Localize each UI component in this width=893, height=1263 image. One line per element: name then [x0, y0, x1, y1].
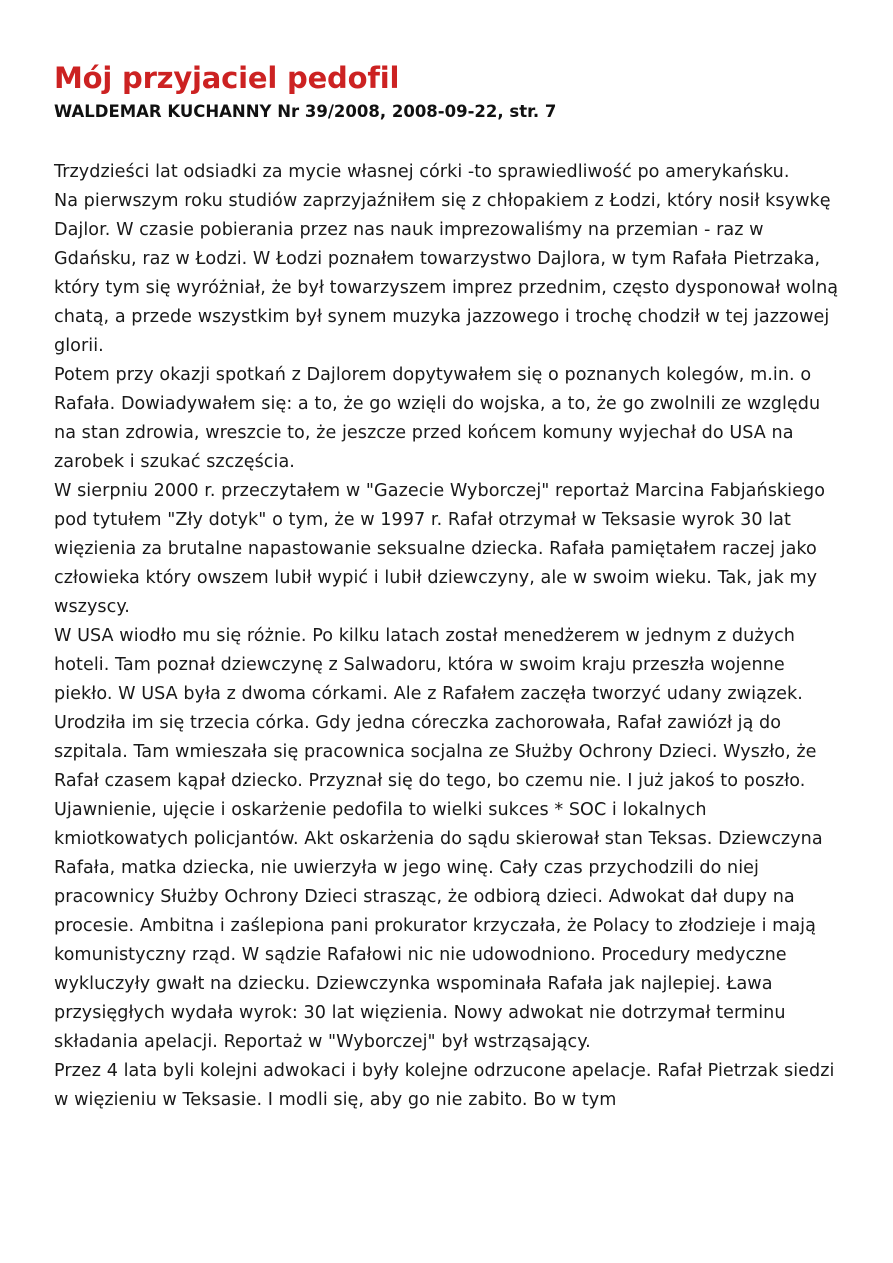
- paragraph: Przez 4 lata byli kolejni adwokaci i były kolejne odrzucone apelacje. Rafał Pietrzak siedzi w więzieniu w Teksasie. I modli się, aby go nie zabito. Bo w tym: [54, 1061, 835, 1110]
- article-body: [54, 158, 844, 1115]
- paragraph: Trzydzieści lat odsiadki za mycie własnej córki -to sprawiedliwość po amerykańsku.: [54, 162, 790, 182]
- paragraph: Potem przy okazji spotkań z Dajlorem dopytywałem się o poznanych kolegów, m.in. o Rafała. Dowiadywałem się: a to, że go wzięli do wojska, a to, że go zwolnili ze względu na stan zdrowia, wreszcie to, że jeszcze przed końcem komuny wyjechał do USA na zarobek i szukać szczęścia.: [54, 365, 821, 472]
- article-page: [54, 60, 844, 1115]
- paragraph: W USA wiodło mu się różnie. Po kilku latach został menedżerem w jednym z dużych hoteli. Tam poznał dziewczynę z Salwadoru, która w swoim kraju przeszła wojenne piekło. W USA była z dwoma córkami. Ale z Rafałem zaczęła tworzyć udany związek. Urodziła im się trzecia córka. Gdy jedna córeczka zachorowała, Rafał zawiózł ją do szpitala. Tam wmieszała się pracownica socjalna ze Służby Ochrony Dzieci. Wyszło, że Rafał czasem kąpał dziecko. Przyznał się do tego, bo czemu nie. I już jakoś to poszło. Ujawnienie, ujęcie i oskarżenie pedofila to wielki sukces * SOC i lokalnych kmiotkowatych policjantów. Akt oskarżenia do sądu skierował stan Teksas. Dziewczyna Rafała, matka dziecka, nie uwierzyła w jego winę. Cały czas przychodzili do niej pracownicy Służby Ochrony Dzieci strasząc, że odbiorą dzieci. Adwokat dał dupy na procesie. Ambitna i zaślepiona pani prokurator krzyczała, że Polacy to złodzieje i mają komunistyczny rząd. W sądzie Rafałowi nic nie udowodniono. Procedury medyczne wykluczyły gwałt na dziecku. Dziewczynka wspominała Rafała jak najlepiej. Ława przysięgłych wydała wyrok: 30 lat więzienia. Nowy adwokat nie dotrzymał terminu składania apelacji. Reportaż w "Wyborczej" był wstrząsający.: [54, 626, 823, 1052]
- paragraph: W sierpniu 2000 r. przeczytałem w "Gazecie Wyborczej" reportaż Marcina Fabjańskiego pod tytułem "Zły dotyk" o tym, że w 1997 r. Rafał otrzymał w Teksasie wyrok 30 lat więzienia za brutalne napastowanie seksualne dziecka. Rafała pamiętałem raczej jako człowieka który owszem lubił wypić i lubił dziewczyny, ale w swoim wieku. Tak, jak my wszyscy.: [54, 481, 826, 617]
- article-byline: WALDEMAR KUCHANNY Nr 39/2008, 2008-09-22, str. 7: [54, 102, 557, 121]
- paragraph: Na pierwszym roku studiów zaprzyjaźniłem się z chłopakiem z Łodzi, który nosił ksywkę Dajlor. W czasie pobierania przez nas nauk imprezowaliśmy na przemian - raz w Gdańsku, raz w Łodzi. W Łodzi poznałem towarzystwo Dajlora, w tym Rafała Pietrzaka, który tym się wyróżniał, że był towarzyszem imprez przednim, często dysponował wolną chatą, a przede wszystkim był synem muzyka jazzowego i trochę chodził w tej jazzowej glorii.: [54, 191, 839, 356]
- article-title: Mój przyjaciel pedofil: [54, 61, 400, 95]
